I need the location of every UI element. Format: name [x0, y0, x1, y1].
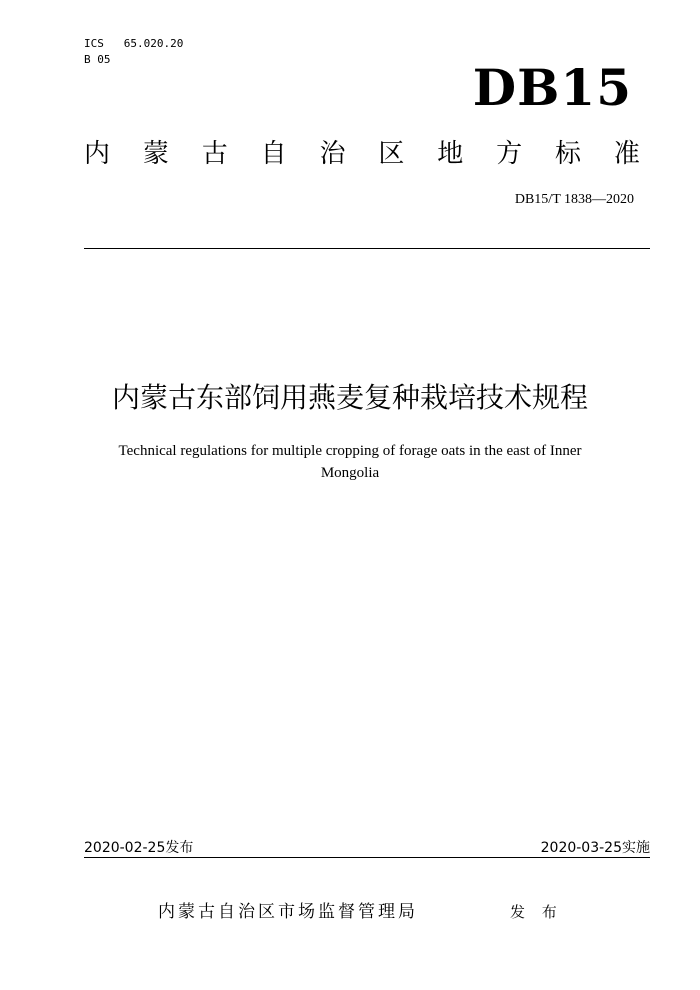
standard-type-char: 方 — [496, 139, 523, 169]
issue-label: 发 布 — [510, 903, 563, 921]
standard-number: DB15/T 1838—2020 — [514, 192, 634, 207]
standard-type-char: 古 — [201, 139, 228, 169]
classification-codes — [84, 36, 183, 68]
standard-type-char: 自 — [260, 139, 287, 169]
standard-type-char: 蒙 — [142, 139, 169, 169]
header-divider — [84, 248, 650, 249]
standard-type-char: 内 — [84, 139, 111, 169]
standard-type-char: 区 — [378, 139, 405, 169]
standard-type-char: 标 — [555, 139, 582, 169]
standard-type-heading — [84, 136, 640, 172]
standard-type-char: 准 — [613, 139, 640, 169]
issuing-authority: 内蒙古自治区市场监督管理局 — [158, 902, 418, 922]
ics-code: ICS 65.020.20 — [84, 37, 184, 50]
standard-type-char: 治 — [319, 139, 346, 169]
document-title-chinese: 内蒙古东部饲用燕麦复种栽培技术规程 — [111, 381, 588, 414]
standard-type-char: 地 — [437, 139, 464, 169]
document-title-english: Technical regulations for multiple cropping of forage oats in the east of Inner Mongolia — [118, 443, 582, 481]
footer-divider — [84, 857, 650, 858]
effective-date: 2020-03-25实施 — [540, 840, 650, 856]
standard-code-logo: DB15 — [472, 58, 632, 117]
issue-date: 2020-02-25发布 — [84, 840, 194, 856]
ccs-code: B 05 — [84, 53, 111, 66]
